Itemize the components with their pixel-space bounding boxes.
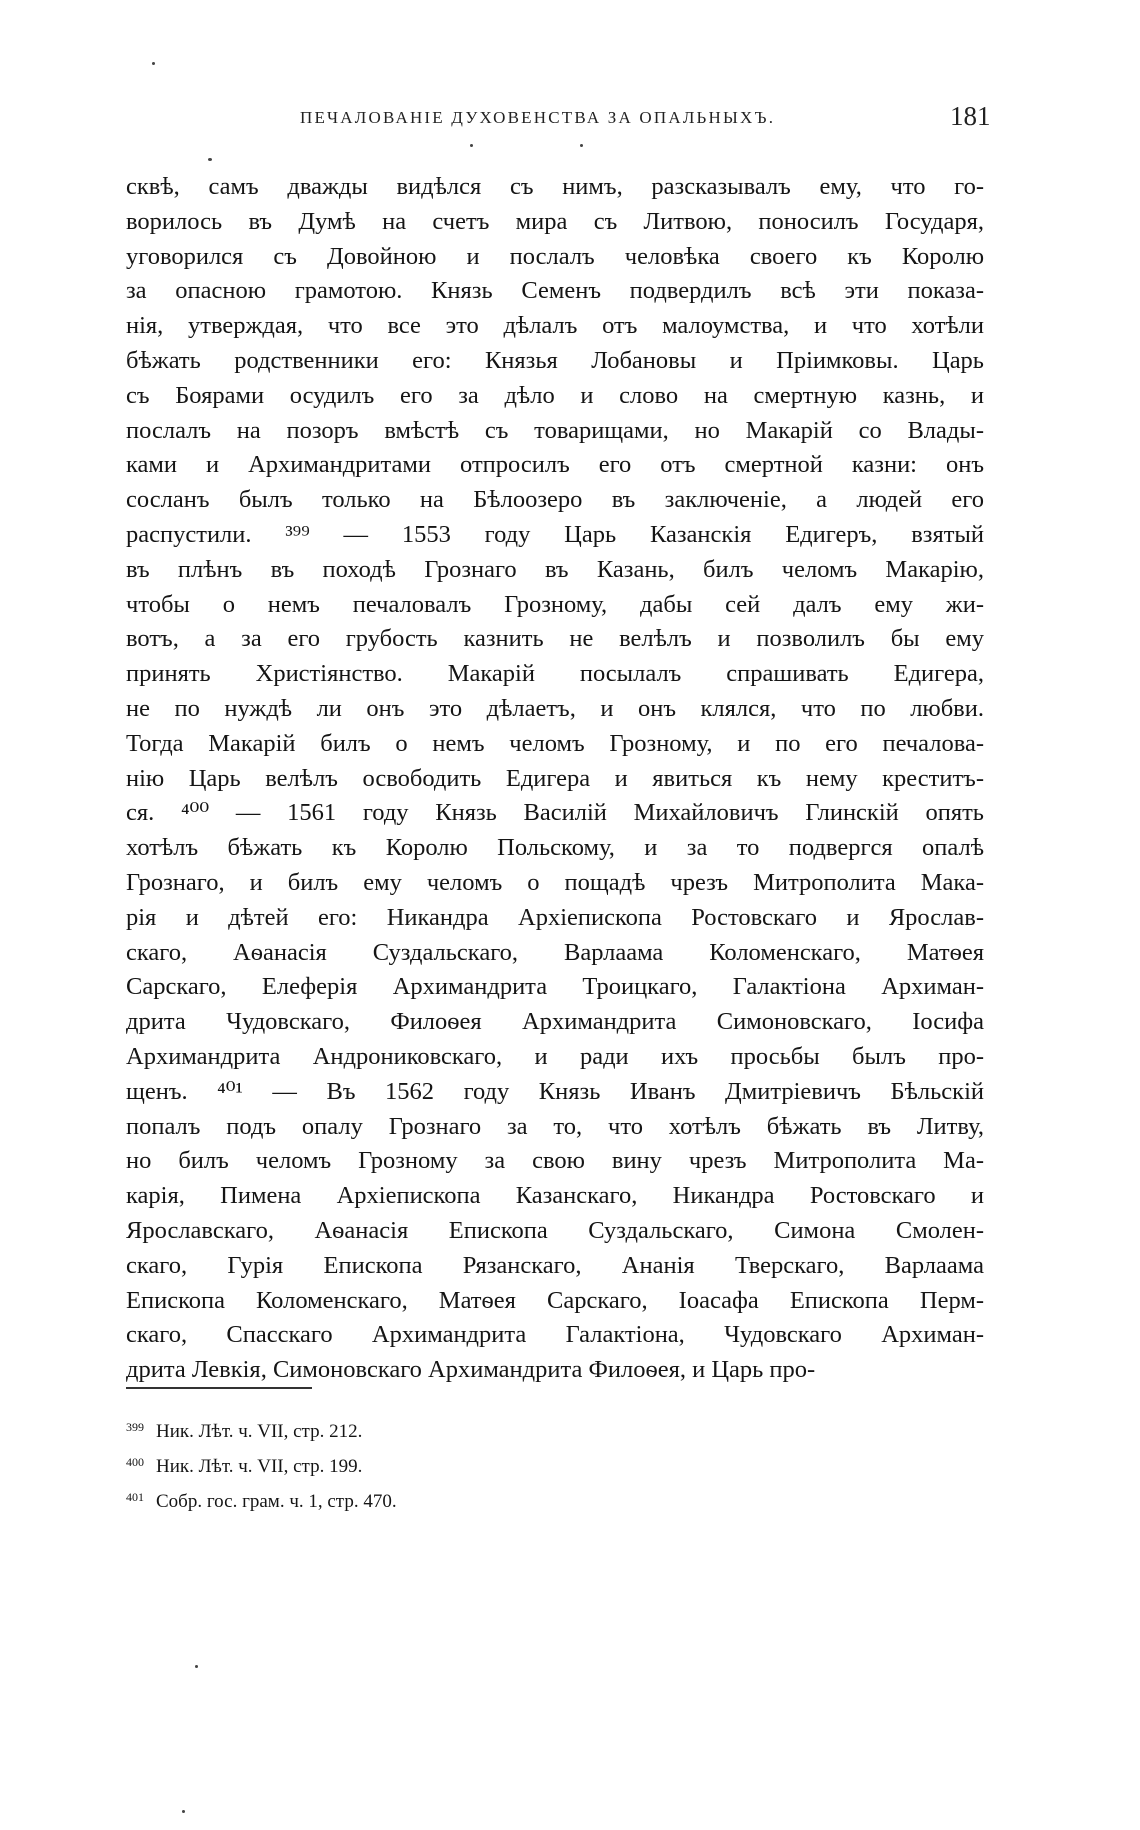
footnotes [126, 1410, 826, 1515]
text-line: принять Христіянство. Макарій посылалъ спрашивать Едигера, [126, 660, 984, 688]
text-line: дрита Левкія, Симоновскаго Архимандрита Филоѳея, и Царь про- [126, 1356, 816, 1384]
text-line: Ярославскаго, Аѳанасія Епископа Суздальскаго, Симона Смолен- [126, 1216, 984, 1244]
text-line: бѣжать родственники его: Князья Лобановы и Пріимковы. Царь [126, 346, 984, 374]
print-speck [182, 1810, 185, 1813]
footnote-number: 401 [126, 1490, 144, 1504]
text-line: распустили. ³⁹⁹ — 1553 году Царь Казанскія Едигеръ, взятый [126, 520, 984, 548]
print-speck [470, 144, 473, 147]
text-line: ворилось въ Думѣ на счетъ мира съ Литвою, поносилъ Государя, [126, 207, 984, 235]
running-title: ПЕЧАЛОВАНІЕ ДУХОВЕНСТВА ЗА ОПАЛЬНЫХЪ. [300, 108, 776, 127]
text-line: съ Боярами осудилъ его за дѣло и слово на смертную казнь, и [126, 381, 984, 409]
text-line: чтобы о немъ печаловалъ Грозному, дабы сей далъ ему жи- [126, 590, 984, 618]
text-line: въ плѣнъ въ походѣ Грознаго въ Казань, билъ челомъ Макарію, [126, 555, 984, 583]
text-line: за опасною грамотою. Князь Семенъ подвердилъ всѣ эти показа- [126, 277, 984, 305]
footnote [126, 1445, 826, 1480]
text-line: Сарскаго, Елеферія Архимандрита Троицкаго, Галактіона Архиман- [126, 973, 984, 1001]
text-line: сосланъ былъ только на Бѣлоозеро въ заключеніе, а людей его [126, 486, 984, 514]
text-line: но билъ челомъ Грозному за свою вину чрезъ Митрополита Ма- [126, 1147, 984, 1175]
text-line: щенъ. ⁴⁰¹ — Въ 1562 году Князь Иванъ Дмитріевичъ Бѣльскій [126, 1077, 984, 1105]
text-line: ками и Архимандритами отпросилъ его отъ смертной казни: онъ [126, 451, 984, 479]
text-line: нію Царь велѣлъ освободить Едигера и явиться къ нему креститъ- [126, 764, 984, 792]
text-line: Грознаго, и билъ ему челомъ о пощадѣ чрезъ Митрополита Мака- [126, 868, 984, 896]
print-speck [195, 1665, 198, 1668]
print-speck [208, 158, 212, 161]
text-line: Епископа Коломенскаго, Матѳея Сарскаго, Іоасафа Епископа Перм- [126, 1286, 984, 1314]
text-line: скаго, Спасскаго Архимандрита Галактіона, Чудовскаго Архиман- [126, 1321, 984, 1349]
footnote-text: Собр. гос. грам. ч. 1, стр. 470. [156, 1491, 397, 1512]
footnote-text: Ник. Лѣт. ч. VII, стр. 199. [156, 1456, 363, 1477]
footnote [126, 1480, 826, 1515]
text-line: Архимандрита Андрониковскаго, и ради ихъ просьбы былъ про- [126, 1042, 984, 1070]
footnote-number: 399 [126, 1420, 144, 1434]
text-line: Тогда Макарій билъ о немъ челомъ Грозному, и по его печалова- [126, 729, 984, 757]
text-line: попалъ подъ опалу Грознаго за то, что хотѣлъ бѣжать въ Литву, [126, 1112, 984, 1140]
page-number: 181 [950, 101, 991, 131]
text-line: хотѣлъ бѣжать къ Королю Польскому, и за то подвергся опалѣ [126, 834, 984, 862]
footnote-rule [126, 1387, 312, 1389]
text-line: скаго, Аѳанасія Суздальскаго, Варлаама Коломенскаго, Матѳея [126, 938, 984, 966]
text-line: уговорился съ Довойною и послалъ человѣка своего къ Королю [126, 242, 984, 270]
text-line: послалъ на позоръ вмѣстѣ съ товарищами, но Макарій со Влады- [126, 416, 984, 444]
footnote-number: 400 [126, 1455, 144, 1469]
text-line: сквѣ, самъ дважды видѣлся съ нимъ, разсказывалъ ему, что го- [126, 173, 984, 200]
body-text [126, 170, 984, 1388]
print-speck [152, 62, 155, 65]
text-line: вотъ, а за его грубость казнить не велѣлъ и позволилъ бы ему [126, 625, 984, 653]
text-line: скаго, Гурія Епископа Рязанскаго, Ананія Тверскаго, Варлаама [126, 1251, 984, 1279]
text-line: дрита Чудовскаго, Филоѳея Архимандрита Симоновскаго, Іосифа [126, 1008, 984, 1036]
text-line: не по нуждѣ ли онъ это дѣлаетъ, и онъ клялся, что по любви. [126, 694, 984, 722]
text-line: рія и дѣтей его: Никандра Архіепископа Ростовскаго и Ярослав- [126, 903, 984, 931]
footnote-text: Ник. Лѣт. ч. VII, стр. 212. [156, 1421, 363, 1442]
text-line: нія, утверждая, что все это дѣлалъ отъ малоумства, и что хотѣли [126, 312, 984, 340]
footnote [126, 1410, 826, 1445]
print-speck [580, 144, 583, 147]
text-line: карія, Пимена Архіепископа Казанскаго, Никандра Ростовскаго и [126, 1182, 984, 1210]
text-line: ся. ⁴⁰⁰ — 1561 году Князь Василій Михайловичъ Глинскій опять [126, 799, 984, 827]
